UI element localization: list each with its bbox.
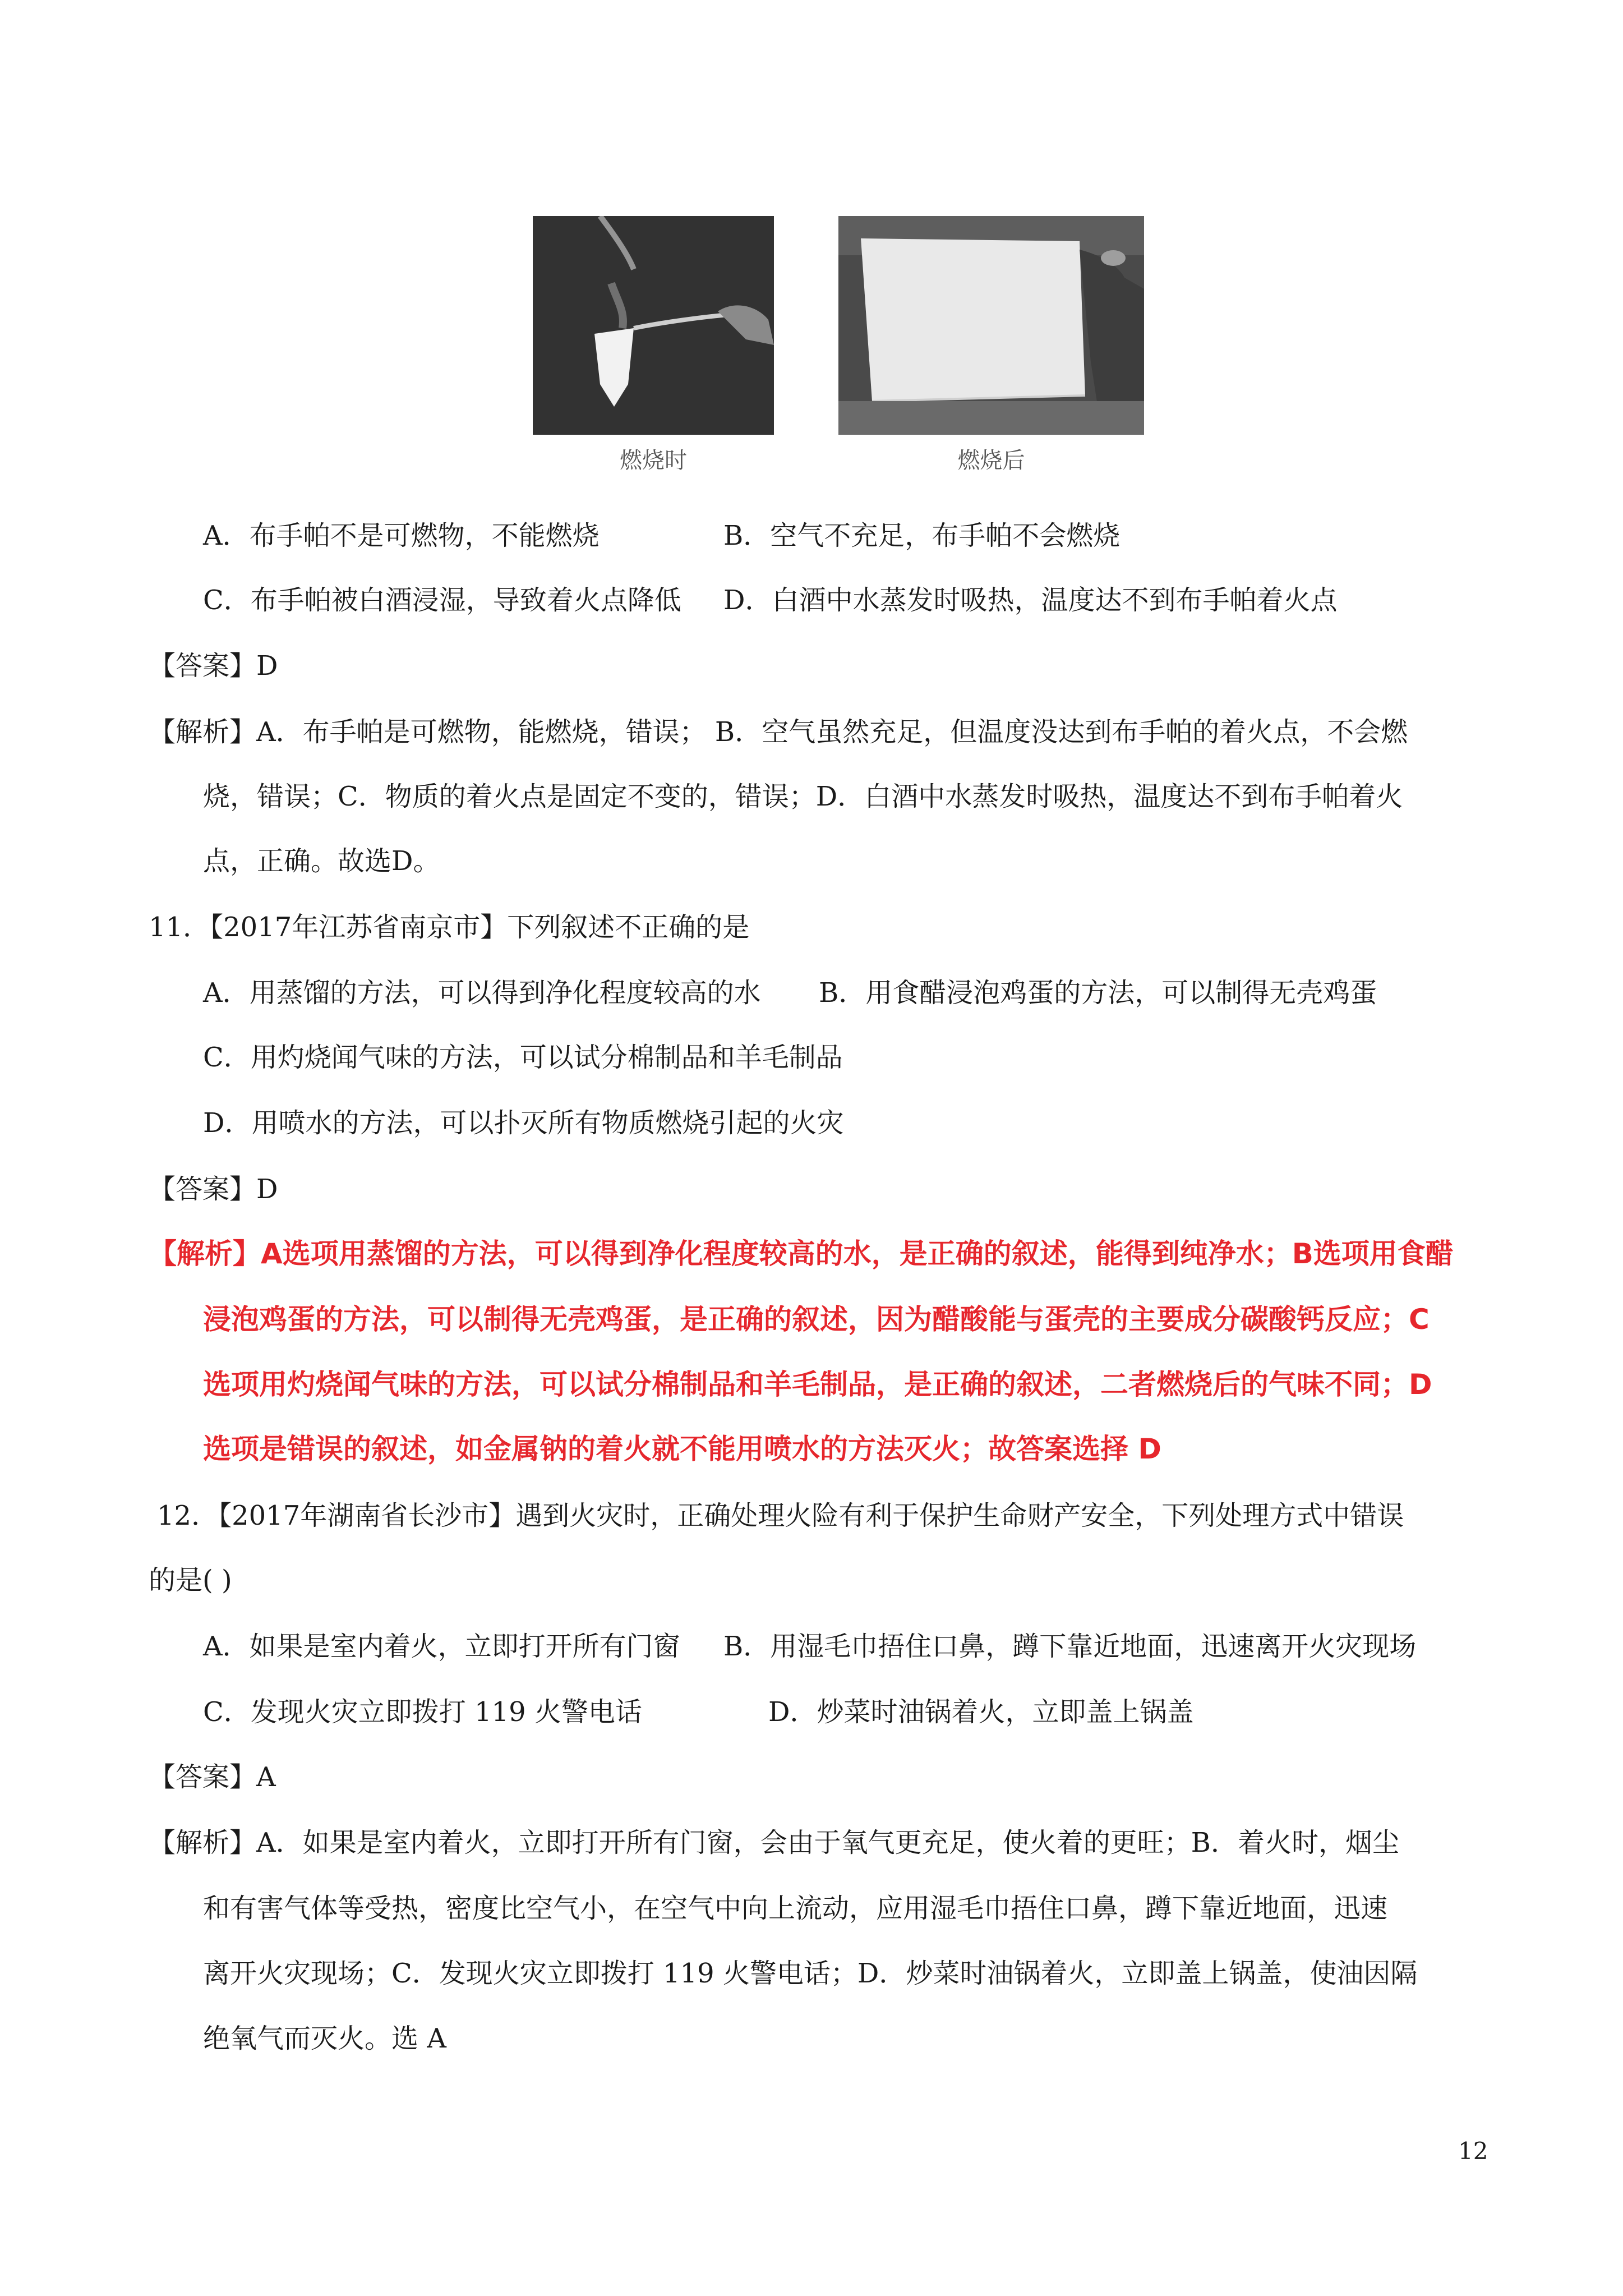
q10-option-a: A．布手帕不是可燃物，不能燃烧	[203, 520, 600, 551]
q11-analysis-line-4: 选项是错误的叙述，如金属钠的着火就不能用喷水的方法灭火；故答案选择 D	[203, 1433, 1161, 1465]
q11-option-d: D．用喷水的方法，可以扑灭所有物质燃烧引起的火灾	[203, 1107, 844, 1139]
burning-handkerchief-photo	[533, 216, 774, 435]
q12-analysis-line-1: 【解析】A．如果是室内着火，立即打开所有门窗，会由于氧气更充足，使火着的更旺；B．着火时，烟尘	[149, 1827, 1399, 1858]
q11-answer: 【答案】D	[149, 1174, 278, 1205]
q11-stem: 11．【2017年江苏省南京市】下列叙述不正确的是	[149, 912, 750, 943]
q12-option-a: A．如果是室内着火，立即打开所有门窗	[203, 1631, 680, 1662]
q10-option-b: B．空气不充足，布手帕不会燃烧	[723, 520, 1121, 551]
q11-option-c: C．用灼烧闻气味的方法，可以试分棉制品和羊毛制品	[203, 1042, 843, 1073]
q11-option-b: B．用食醋浸泡鸡蛋的方法，可以制得无壳鸡蛋	[819, 977, 1377, 1009]
q12-analysis-line-2: 和有害气体等受热，密度比空气小，在空气中向上流动，应用湿毛巾捂住口鼻，蹲下靠近地面，迅速	[203, 1893, 1388, 1924]
q10-option-c: C．布手帕被白酒浸湿，导致着火点降低	[203, 585, 681, 616]
figure-caption: 燃烧时	[620, 448, 687, 473]
page-number: 12	[1458, 2137, 1488, 2165]
q10-analysis-line-1: 【解析】A．布手帕是可燃物，能燃烧，错误； B．空气虽然充足，但温度没达到布手帕的着火点，不会燃	[149, 716, 1408, 748]
q10-option-d: D．白酒中水蒸发时吸热，温度达不到布手帕着火点	[723, 585, 1338, 616]
handkerchief-after-photo	[838, 216, 1144, 435]
q12-analysis-line-4: 绝氧气而灭火。选 A	[203, 2023, 446, 2054]
q11-analysis-line-3: 选项用灼烧闻气味的方法，可以试分棉制品和羊毛制品，是正确的叙述，二者燃烧后的气味不同；D	[203, 1368, 1432, 1401]
q12-analysis-line-3: 离开火灾现场；C．发现火灾立即拨打 119 火警电话；D．炒菜时油锅着火，立即盖上锅盖，使油因隔	[203, 1958, 1418, 1989]
q10-answer: 【答案】D	[149, 650, 278, 682]
figure-caption: 燃烧后	[957, 448, 1025, 473]
figure-burning	[533, 216, 774, 475]
q11-analysis-line-2: 浸泡鸡蛋的方法，可以制得无壳鸡蛋，是正确的叙述，因为醋酸能与蛋壳的主要成分碳酸钙反应；C	[203, 1303, 1430, 1336]
q12-option-c: C．发现火灾立即拨打 119 火警电话	[203, 1696, 642, 1728]
q12-answer: 【答案】A	[149, 1761, 276, 1793]
q12-stem-line-1: 12．【2017年湖南省长沙市】遇到火灾时，正确处理火险有利于保护生命财产安全，下列处理方式中错误	[157, 1500, 1404, 1531]
q10-analysis-line-3: 点，正确。故选D。	[203, 845, 440, 877]
q11-option-a: A．用蒸馏的方法，可以得到净化程度较高的水	[203, 977, 761, 1009]
q12-option-b: B．用湿毛巾捂住口鼻，蹲下靠近地面，迅速离开火灾现场	[723, 1631, 1417, 1662]
q12-option-d: D．炒菜时油锅着火，立即盖上锅盖	[768, 1696, 1194, 1728]
figure-pair	[533, 216, 1161, 480]
q12-stem-line-2: 的是( )	[149, 1565, 232, 1596]
q10-analysis-line-2: 烧，错误；C．物质的着火点是固定不变的，错误；D．白酒中水蒸发时吸热，温度达不到布手帕着火	[203, 781, 1403, 812]
q11-analysis-line-1: 【解析】A选项用蒸馏的方法，可以得到净化程度较高的水，是正确的叙述，能得到纯净水；B选项用食醋	[149, 1237, 1454, 1270]
figure-after-burning	[838, 216, 1144, 475]
